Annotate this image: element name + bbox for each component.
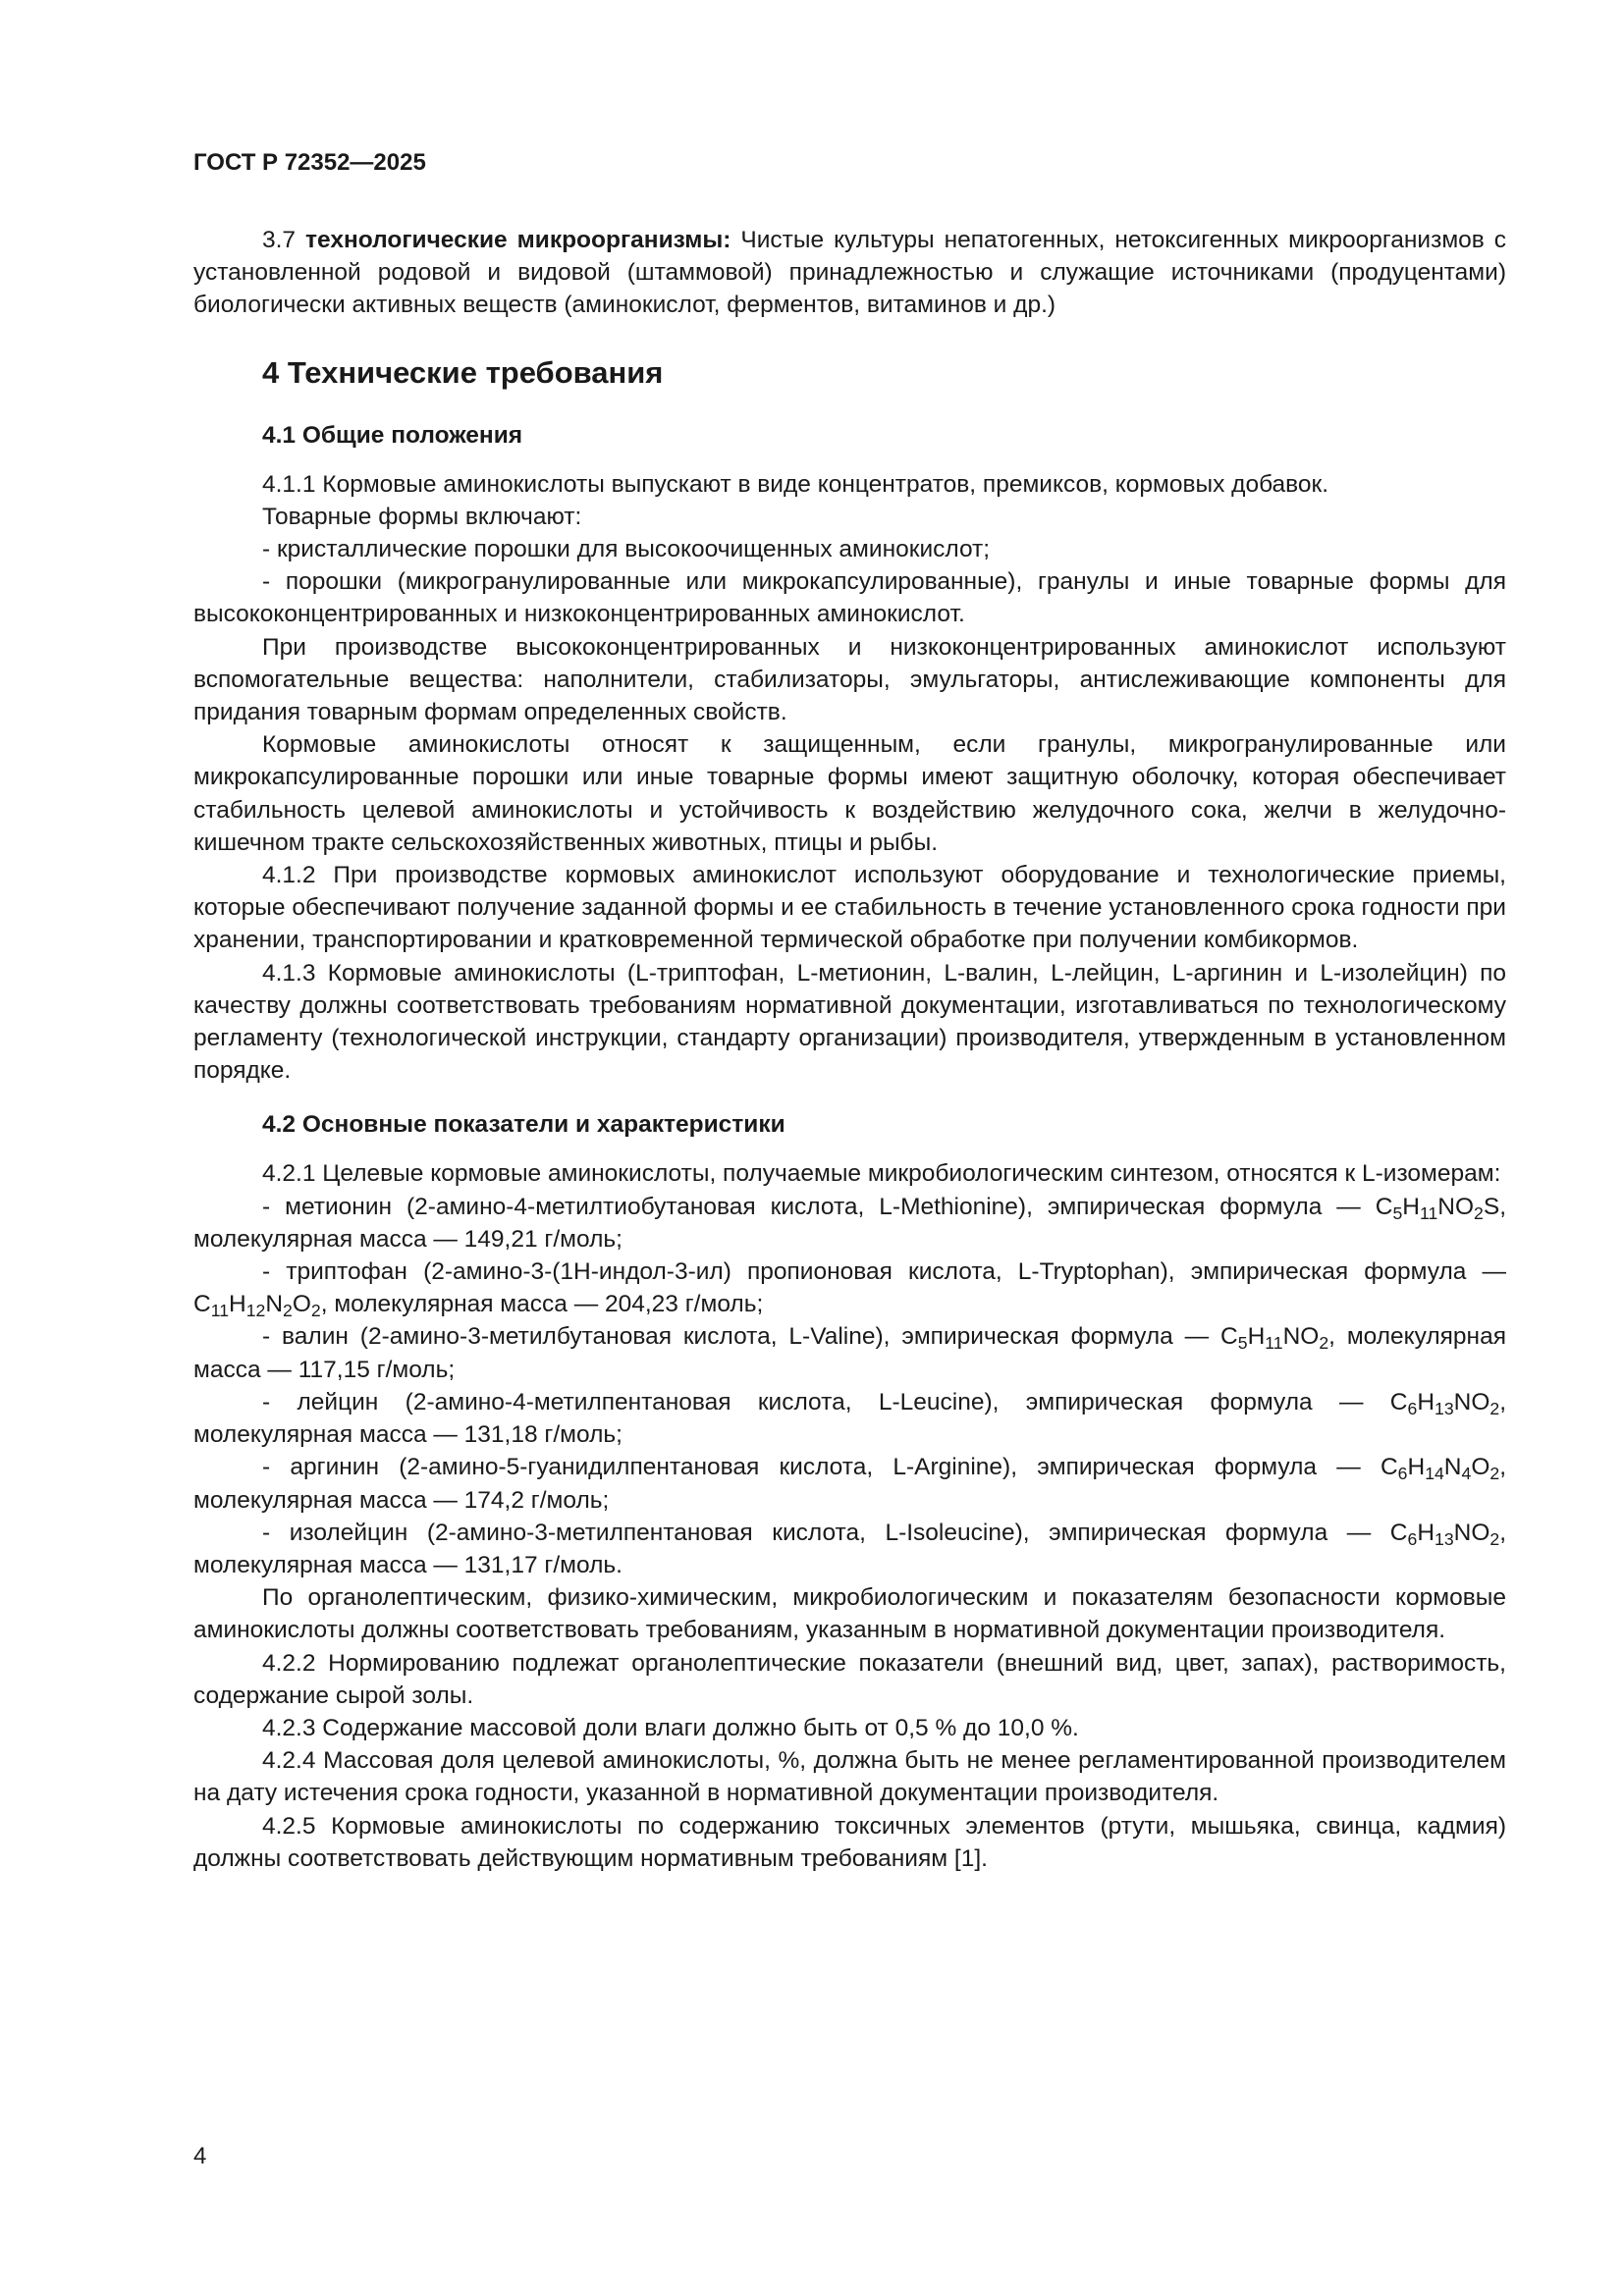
formula-element: C <box>193 1291 211 1318</box>
formula-element: H <box>1247 1323 1266 1351</box>
amino-acid-item <box>193 1191 1506 1255</box>
molecular-mass: , молекулярная масса — 204,23 г/моль; <box>320 1291 764 1318</box>
molecular-mass: , молекулярная масса — 174,2 г/моль; <box>193 1454 1506 1514</box>
list-item: - порошки (микрогранулированные или микрокапсулированные), гранулы и иные товарные формы для высококонцентрированных и низкоконцентрированных аминокислот. <box>193 568 1506 628</box>
document-code-header: ГОСТ Р 72352—2025 <box>193 149 426 176</box>
paragraph: При производстве высококонцентрированных и низкоконцентрированных аминокислот используют вспомогательные вещества: наполнители, стабилизаторы, эмульгаторы, антислеживающие компоненты для придания товарным формам определенных свойств. <box>193 633 1506 726</box>
clause-4-2-1: 4.2.1 Целевые кормовые аминокислоты, получаемые микробиологическим синтезом, относятся к L-изомерам: <box>262 1160 1501 1188</box>
molecular-mass: , молекулярная масса — 149,21 г/моль; <box>193 1193 1506 1253</box>
page-number: 4 <box>193 2143 207 2169</box>
formula-element: N <box>1443 1454 1462 1481</box>
formula-element: O <box>292 1291 311 1318</box>
formula-element: N <box>265 1291 284 1318</box>
formula-element: H <box>229 1291 246 1318</box>
clause-4-2-2: 4.2.2 Нормированию подлежат органолептические показатели (внешний вид, цвет, запах), растворимость, содержание сырой золы. <box>193 1649 1506 1709</box>
formula-subscript: 11 <box>1419 1202 1438 1223</box>
formula-element: C <box>1389 1519 1408 1546</box>
formula-subscript: 13 <box>1435 1398 1454 1418</box>
formula-element: C <box>1389 1388 1408 1415</box>
formula-subscript: 6 <box>1407 1528 1418 1549</box>
formula-subscript: 2 <box>1319 1333 1329 1354</box>
formula-element: NO <box>1437 1193 1475 1220</box>
formula-subscript: 2 <box>283 1301 293 1321</box>
clause-4-1-1: 4.1.1 Кормовые аминокислоты выпускают в виде концентратов, премиксов, кормовых добавок. <box>262 470 1329 498</box>
clause-4-1-2: 4.1.2 При производстве кормовых аминокислот используют оборудование и технологические приемы, которые обеспечивают получение заданной формы и ее стабильность в течение установленного срока годности при хранении, транспортировании и кратковременной термической обработке при получении комбикормов. <box>193 862 1506 954</box>
formula-element: O <box>1471 1454 1490 1481</box>
product-forms-intro: Товарные формы включают: <box>262 503 582 530</box>
term-definition-text: Чистые культуры непатогенных, нетоксигенных микроорганизмов с установленной родовой и видовой (штаммовой) принадлежностью и служащие источниками (продуцентами) биологически активных веществ (аминокислот, ферментов, витаминов и др.) <box>193 227 1507 319</box>
amino-acid-list <box>193 1191 1506 1581</box>
formula-element: S <box>1483 1193 1500 1220</box>
molecular-mass: , молекулярная масса — 131,18 г/моль; <box>193 1388 1506 1449</box>
formula-subscript: 6 <box>1397 1464 1408 1484</box>
subsection-4-1-heading: 4.1 Общие положения <box>262 421 523 449</box>
amino-acid-item <box>193 1386 1506 1451</box>
section-4-heading: 4 Технические требования <box>262 354 664 390</box>
amino-acid-item <box>193 1320 1506 1385</box>
clause-4-1-3: 4.1.3 Кормовые аминокислоты (L-триптофан, L-метионин, L-валин, L-лейцин, L-аргинин и L-изолейцин) по качеству должны соответствовать требованиям нормативной документации, изготавливаться по технологическому регламенту (технологической инструкции, стандарту организации) производителя, утвержденным в установленном порядке. <box>193 959 1506 1085</box>
formula-subscript: 11 <box>210 1301 229 1321</box>
formula-element: NO <box>1453 1388 1490 1415</box>
amino-acid-description: - метионин (2-амино-4-метилтиобутановая кислота, L-Methionine), эмпирическая формула — <box>262 1193 1376 1220</box>
chemical-formula <box>1389 1388 1500 1418</box>
amino-acid-description: - аргинин (2-амино-5-гуанидилпентановая кислота, L-Arginine), эмпирическая формула — <box>262 1454 1380 1481</box>
formula-element: C <box>1220 1323 1238 1351</box>
amino-acid-description: - триптофан (2-амино-3-(1Н-индол-3-ил) пропионовая кислота, L-Tryptophan), эмпирическая формула — <box>262 1258 1506 1286</box>
formula-subscript: 5 <box>1392 1202 1403 1223</box>
amino-acid-item <box>193 1255 1506 1320</box>
amino-acid-description: - валин (2-амино-3-метилбутановая кислота, L-Valine), эмпирическая формула — <box>262 1323 1221 1351</box>
amino-acid-description: - изолейцин (2-амино-3-метилпентановая кислота, L-Isoleucine), эмпирическая формула — <box>262 1519 1390 1546</box>
formula-element: NO <box>1453 1519 1490 1546</box>
clause-4-2-3: 4.2.3 Содержание массовой доли влаги должно быть от 0,5 % до 10,0 %. <box>262 1714 1079 1741</box>
clause-number: 3.7 <box>262 227 297 253</box>
chemical-formula <box>1375 1193 1500 1223</box>
formula-element: C <box>1380 1454 1398 1481</box>
formula-subscript: 2 <box>310 1301 321 1321</box>
formula-element: H <box>1407 1454 1426 1481</box>
molecular-mass: , молекулярная масса — 117,15 г/моль; <box>193 1323 1506 1383</box>
clause-4-2-4: 4.2.4 Массовая доля целевой аминокислоты, %, должна быть не менее регламентированной производителем на дату истечения срока годности, указанной в нормативной документации производителя. <box>193 1747 1506 1807</box>
formula-subscript: 2 <box>1489 1464 1500 1484</box>
formula-subscript: 2 <box>1489 1398 1500 1418</box>
formula-element: H <box>1402 1193 1420 1220</box>
formula-subscript: 14 <box>1425 1464 1444 1484</box>
amino-acid-item <box>193 1451 1506 1516</box>
formula-element: H <box>1417 1388 1435 1415</box>
paragraph: Кормовые аминокислоты относят к защищенным, если гранулы, микрогранулированные или микрокапсулированные порошки или иные товарные формы имеют защитную оболочку, которая обеспечивает стабильность целевой аминокислоты и устойчивость к воздействию желудочного сока, желчи в желудочно-кишечном тракте сельскохозяйственных животных, птицы и рыбы. <box>193 731 1506 856</box>
list-item: - кристаллические порошки для высокоочищенных аминокислот; <box>262 536 991 563</box>
amino-acid-description: - лейцин (2-амино-4-метилпентановая кислота, L-Leucine), эмпирическая формула — <box>262 1388 1390 1415</box>
chemical-formula <box>1380 1454 1500 1484</box>
formula-subscript: 13 <box>1435 1528 1454 1549</box>
formula-element: C <box>1375 1193 1393 1220</box>
document-body <box>193 224 1506 1875</box>
formula-element: NO <box>1282 1323 1320 1351</box>
clause-4-2-5: 4.2.5 Кормовые аминокислоты по содержанию токсичных элементов (ртути, мышьяка, свинца, кадмия) должны соответствовать действующим нормативным требованиям [1]. <box>193 1812 1506 1872</box>
chemical-formula <box>1220 1323 1329 1354</box>
subsection-4-2-heading: 4.2 Основные показатели и характеристики <box>262 1111 785 1139</box>
formula-subscript: 12 <box>245 1301 266 1321</box>
formula-element: H <box>1417 1519 1435 1546</box>
formula-subscript: 2 <box>1474 1202 1484 1223</box>
formula-subscript: 4 <box>1461 1464 1472 1484</box>
term-definition-title: технологические микроорганизмы: <box>305 227 731 253</box>
clause-3-7 <box>193 224 1506 322</box>
formula-subscript: 2 <box>1489 1528 1500 1549</box>
molecular-mass: , молекулярная масса — 131,17 г/моль. <box>193 1519 1506 1578</box>
amino-acid-item <box>193 1517 1506 1581</box>
formula-subscript: 11 <box>1265 1333 1283 1354</box>
chemical-formula <box>193 1291 321 1321</box>
chemical-formula <box>1389 1519 1500 1549</box>
paragraph: По органолептическим, физико-химическим, микробиологическим и показателям безопасности кормовые аминокислоты должны соответствовать требованиям, указанным в нормативной документации производителя. <box>193 1584 1506 1644</box>
formula-subscript: 6 <box>1407 1398 1418 1418</box>
formula-subscript: 5 <box>1237 1333 1248 1354</box>
